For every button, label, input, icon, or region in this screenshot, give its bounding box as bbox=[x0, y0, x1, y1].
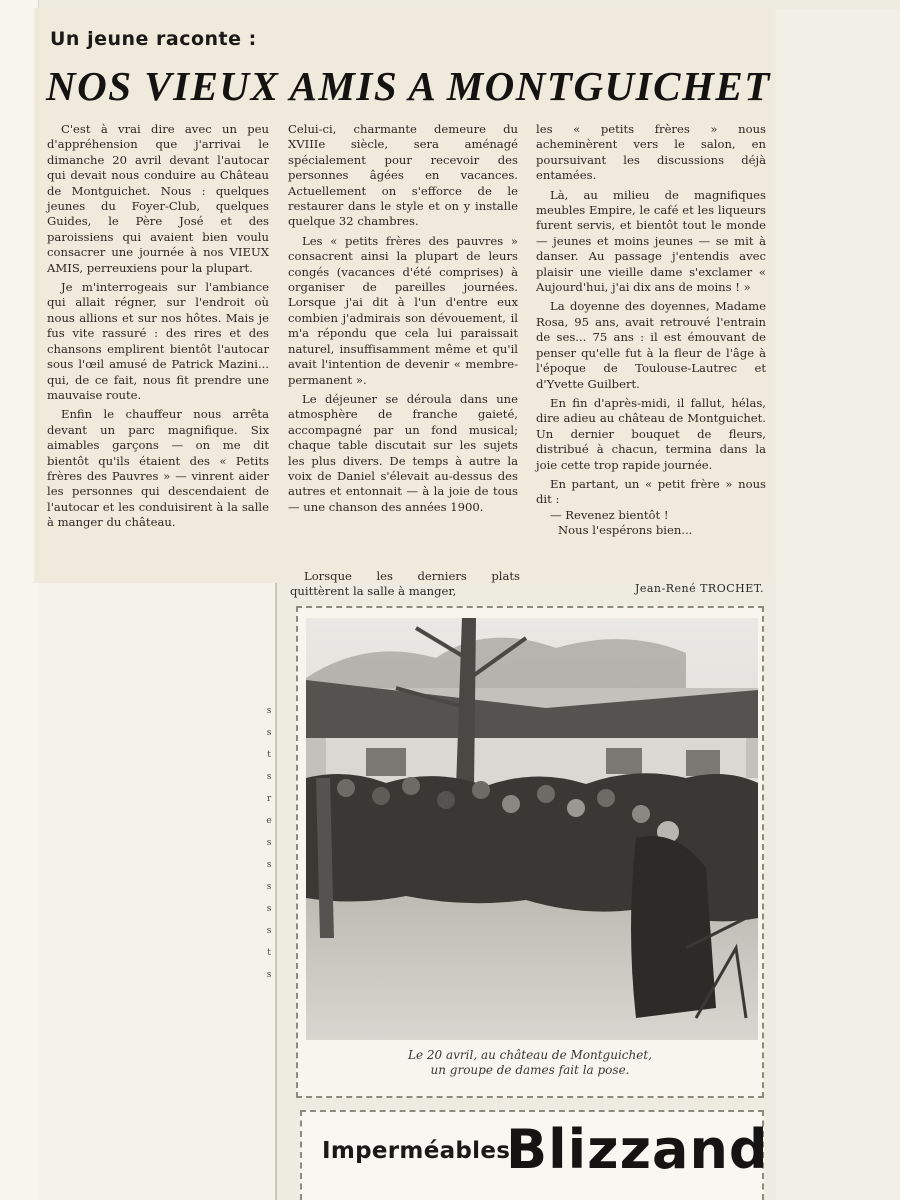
paragraph: Là, au milieu de magnifiques meubles Empire, le café et les liqueurs furent servis, et bientôt tout le monde — jeunes et moins jeunes — se mit à danser. Au passage j'entendis avec plaisir une vieille dame s'exclamer « Aujourd'hui, j'ai dix ans de moins ! » bbox=[536, 187, 766, 295]
paragraph: Le déjeuner se déroula dans une atmosphère de franche gaieté, accompagné par un fond musical; chaque table discutait sur les sujets les plus divers. De temps à autre la voix de Daniel s'élevait au-dessus des autres et entonnait — à la joie de tous — une chanson des années 1900. bbox=[288, 391, 518, 514]
article-column-2-continuation bbox=[290, 569, 520, 604]
paragraph: En fin d'après-midi, il fallut, hélas, dire adieu au château de Montguichet. Un dernier bouquet de fleurs, distribué à chacun, termina dans la joie cette trop rapide journée. bbox=[536, 395, 766, 472]
paragraph: C'est à vrai dire avec un peu d'appréhension que j'arrivai le dimanche 20 avril devant l'autocar qui devait nous conduire au Château de Montguichet. Nous : quelques jeunes du Foyer-Club, quelques Guides, le Père José et des paroissiens qui avaient bien voulu consacrer une journée à nos VIEUX AMIS, perreuxiens pour la plupart. bbox=[47, 122, 269, 275]
caption-line: un groupe de dames fait la pose. bbox=[430, 1063, 630, 1077]
quote-line: Nous l'espérons bien... bbox=[558, 523, 693, 538]
blank-paper-area bbox=[38, 583, 276, 1200]
photo-illustration bbox=[306, 618, 758, 1040]
article-column-2 bbox=[288, 122, 518, 519]
paragraph: Celui-ci, charmante demeure du XVIIIe siècle, sera aménagé spécialement pour recevoir des personnes âgées en vacances. Actuellement on s'efforce de le restaurer dans le style et on y installe quelque 32 chambres. bbox=[288, 122, 518, 229]
paragraph: Enfin le chauffeur nous arrêta devant un parc magnifique. Six aimables garçons — on me dit bientôt qu'ils étaient des « Petits frères des Pauvres » — vinrent aider les personnes qui descendaient de l'autocar et les conduisirent à la salle à manger du château. bbox=[47, 407, 269, 530]
caption-line: Le 20 avril, au château de Montguichet, bbox=[408, 1048, 652, 1062]
paragraph: Je m'interrogeais sur l'ambiance qui allait régner, sur l'endroit où nous allions et sur nos hôtes. Mais je fus vite rassuré : des rires et des chansons emplirent bientôt l'autocar sous l'œil amusé de Patrick Mazini... qui, de ce fait, nous fit prendre une mauvaise route. bbox=[47, 280, 269, 402]
article-headline: NOS VIEUX AMIS A MONTGUICHET bbox=[46, 63, 771, 109]
adjacent-page-ghost bbox=[776, 10, 900, 1200]
paragraph: En partant, un « petit frère » nous dit : bbox=[536, 476, 766, 507]
photo-caption bbox=[300, 1048, 760, 1078]
article-column-3 bbox=[536, 122, 766, 539]
paragraph: Les « petits frères des pauvres » consacrent ainsi la plupart de leurs congés (vacances d'été comprises) à organiser de pareilles journées. Lorsque j'ai dit à l'un d'entre eux combien j'admirais son dévouement, il m'a répondu que cela lui paraissait naturel, insuffisamment même et qu'il avait l'intention de devenir « membre-permanent ». bbox=[288, 233, 518, 387]
advertisement-brand: Blizzand bbox=[506, 1118, 769, 1181]
paragraph: les « petits frères » nous acheminèrent vers le salon, en poursuivant les discussions déjà entamées. bbox=[536, 122, 766, 183]
advertisement-product: Imperméables bbox=[322, 1138, 511, 1164]
group-photo bbox=[306, 618, 758, 1040]
paragraph: La doyenne des doyennes, Madame Rosa, 95 ans, avait retrouvé l'entrain de ses... 75 ans : il est émouvant de penser qu'elle fut à la fleur de l'âge à l'époque de Toulouse-Lautrec et d'Yvette Guilbert. bbox=[536, 299, 766, 391]
quote-line: — Revenez bientôt ! bbox=[550, 507, 669, 522]
paragraph: Lorsque les derniers plats quittèrent la salle à manger, bbox=[290, 569, 520, 599]
margin-letter-fragments: s s t s r e s s s s s t s bbox=[266, 706, 272, 980]
article-kicker: Un jeune raconte : bbox=[50, 28, 257, 50]
author-signature: Jean-René TROCHET. bbox=[634, 582, 764, 595]
article-column-1 bbox=[47, 122, 269, 535]
column-rule bbox=[275, 583, 277, 1200]
